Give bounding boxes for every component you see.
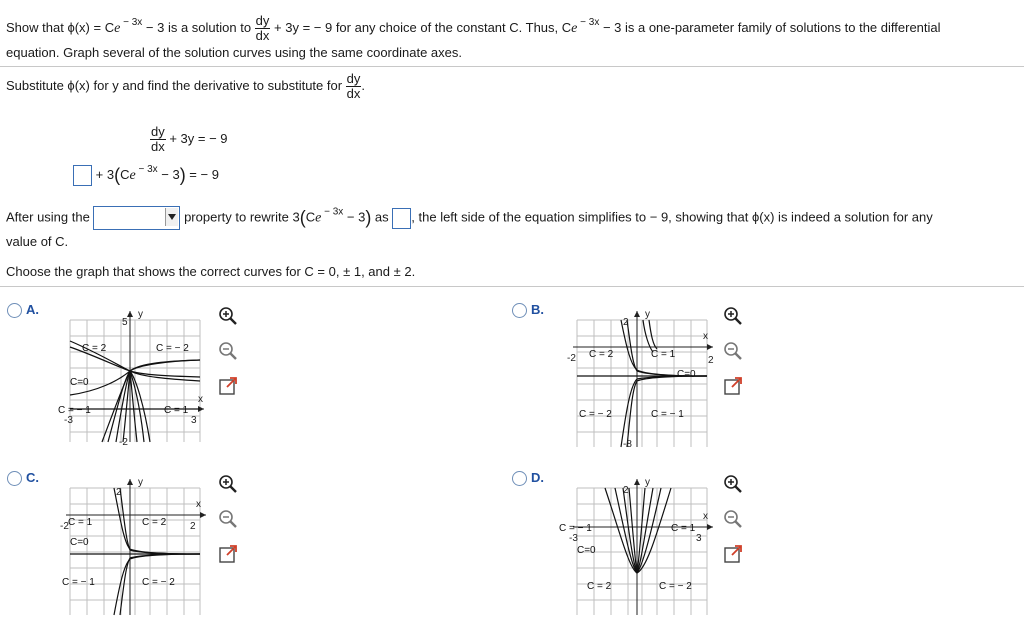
text: e: [129, 168, 136, 183]
popout-icon[interactable]: [218, 544, 238, 564]
problem-statement-line2: equation. Graph several of the solution curves using the same coordinate axes.: [6, 45, 462, 60]
text: property to rewrite 3: [184, 209, 300, 225]
text: dy: [346, 71, 361, 86]
text: dx: [255, 28, 270, 43]
text: dx: [346, 86, 361, 101]
property-dropdown[interactable]: [93, 206, 180, 230]
graph-d[interactable]: [559, 473, 725, 618]
equation-line-1: [150, 125, 228, 154]
graph-b[interactable]: [565, 305, 725, 450]
text: dx: [151, 139, 165, 154]
tick-label: -8: [623, 439, 632, 450]
graph-b-svg: [565, 305, 725, 450]
axis-label-y: y: [645, 309, 650, 320]
text: + 3y = − 9: [165, 130, 228, 146]
curve-label: C = − 1: [58, 405, 91, 416]
text: (: [114, 165, 121, 185]
graph-c-svg: [58, 473, 218, 615]
text: , the left side of the equation simplifies to − 9, showing that ϕ(x) is indeed a solution for any: [411, 209, 933, 225]
fraction-dy-dx: [150, 125, 166, 154]
graph-d-svg: [559, 473, 725, 615]
axis-label-x: x: [196, 499, 201, 510]
curve-label: C = − 1: [651, 409, 684, 420]
zoom-in-icon[interactable]: [218, 306, 238, 326]
zoom-out-icon[interactable]: [218, 341, 238, 361]
curve-label: C = 2: [589, 349, 614, 360]
tick-label: -2: [60, 521, 69, 532]
text: − 3x: [321, 206, 344, 218]
option-d-radio[interactable]: [512, 471, 527, 486]
curve-label: C = 2: [142, 517, 167, 528]
zoom-in-icon[interactable]: [723, 306, 743, 326]
text: ): [365, 207, 372, 228]
tick-label: -2: [119, 437, 128, 448]
axis-label-y: y: [645, 477, 650, 488]
text: − 3 is a solution to: [142, 19, 255, 35]
curve-label: C = 1: [651, 349, 676, 360]
curve-label: C = 2: [82, 343, 107, 354]
substitute-instruction: [6, 72, 365, 101]
curve-label: C = 1: [164, 405, 189, 416]
chevron-down-icon: [165, 208, 178, 226]
curve-label: C=0: [577, 545, 596, 556]
text: − 3x: [120, 16, 143, 28]
fraction-dy-dx: [255, 14, 271, 43]
text: (: [299, 207, 306, 228]
graph-a-svg: [58, 305, 218, 447]
text: − 3x: [577, 16, 600, 28]
text: ): [179, 165, 186, 185]
popout-icon[interactable]: [723, 544, 743, 564]
text: After using the: [6, 209, 90, 225]
text: Substitute ϕ(x) for y and find the derivative to substitute for: [6, 77, 346, 93]
tick-label: 2: [623, 485, 629, 496]
text: − 3: [343, 209, 366, 225]
problem-statement: [6, 14, 941, 43]
tick-label: 3: [696, 533, 702, 544]
text: ϕ(x): [67, 19, 90, 35]
zoom-out-icon[interactable]: [723, 509, 743, 529]
curve-label: C = 1: [68, 517, 93, 528]
curve-label: C=0: [70, 377, 89, 388]
text: .: [361, 77, 366, 93]
curve-label: C = − 1: [559, 523, 592, 534]
answer-box-derivative[interactable]: [73, 165, 92, 186]
graph-c[interactable]: [58, 473, 218, 618]
curve-label: C = − 2: [142, 577, 175, 588]
text: e: [571, 20, 578, 36]
choose-instruction: Choose the graph that shows the correct curves for C = 0, ± 1, and ± 2.: [6, 264, 416, 279]
axis-label-y: y: [138, 477, 143, 488]
popout-icon[interactable]: [218, 376, 238, 396]
curve-label: C = 2: [587, 581, 612, 592]
divider: [0, 66, 1024, 67]
tick-label: 2: [708, 355, 714, 366]
option-b-label[interactable]: B.: [531, 302, 544, 317]
curve-label: C=0: [70, 537, 89, 548]
text: − 3x: [135, 164, 158, 175]
after-using-line: [6, 206, 933, 230]
curve-label: C = 1: [671, 523, 696, 534]
equation-line-2: [73, 165, 219, 186]
zoom-out-icon[interactable]: [723, 341, 743, 361]
tick-label: 2: [116, 487, 122, 498]
option-c-label[interactable]: C.: [26, 470, 39, 485]
option-b-radio[interactable]: [512, 303, 527, 318]
fraction-dy-dx: [346, 72, 362, 101]
text: + 3y = − 9 for any choice of the constant C. Thus, C: [270, 19, 572, 35]
popout-icon[interactable]: [723, 376, 743, 396]
text: dy: [151, 124, 165, 139]
option-a-radio[interactable]: [7, 303, 22, 318]
text: e: [114, 20, 121, 36]
option-a-label[interactable]: A.: [26, 302, 39, 317]
text: C: [120, 167, 130, 182]
tick-label: 2: [623, 317, 629, 328]
answer-box-rewrite[interactable]: [392, 208, 411, 229]
text: − 3: [157, 167, 180, 182]
text: = − 9: [185, 167, 219, 182]
curve-label: C = − 2: [156, 343, 189, 354]
axis-label-x: x: [703, 511, 708, 522]
text: e: [315, 210, 322, 226]
zoom-out-icon[interactable]: [218, 509, 238, 529]
text: + 3: [95, 167, 115, 182]
graph-a[interactable]: [58, 305, 218, 450]
curve-label: C = − 2: [659, 581, 692, 592]
axis-label-y: y: [138, 309, 143, 320]
divider: [0, 286, 1024, 287]
text: dy: [255, 13, 270, 28]
tick-label: 2: [190, 521, 196, 532]
after-using-line2: value of C.: [6, 234, 69, 249]
text: Show that: [6, 19, 68, 35]
axis-label-x: x: [703, 331, 708, 342]
zoom-in-icon[interactable]: [723, 474, 743, 494]
zoom-in-icon[interactable]: [218, 474, 238, 494]
curve-label: C = − 2: [579, 409, 612, 420]
axis-label-x: x: [198, 394, 203, 405]
curve-label: C=0: [677, 369, 696, 380]
text: C: [305, 209, 316, 225]
tick-label: -2: [567, 353, 576, 364]
text: − 3 is a one-parameter family of solutions to the differential: [599, 19, 941, 35]
option-d-label[interactable]: D.: [531, 470, 544, 485]
tick-label: -3: [569, 533, 578, 544]
tick-label: -3: [64, 415, 73, 426]
text: as: [371, 209, 393, 225]
tick-label: 3: [191, 415, 197, 426]
curve-label: C = − 1: [62, 577, 95, 588]
option-c-radio[interactable]: [7, 471, 22, 486]
tick-label: 5: [122, 317, 128, 328]
text: = C: [89, 19, 115, 35]
